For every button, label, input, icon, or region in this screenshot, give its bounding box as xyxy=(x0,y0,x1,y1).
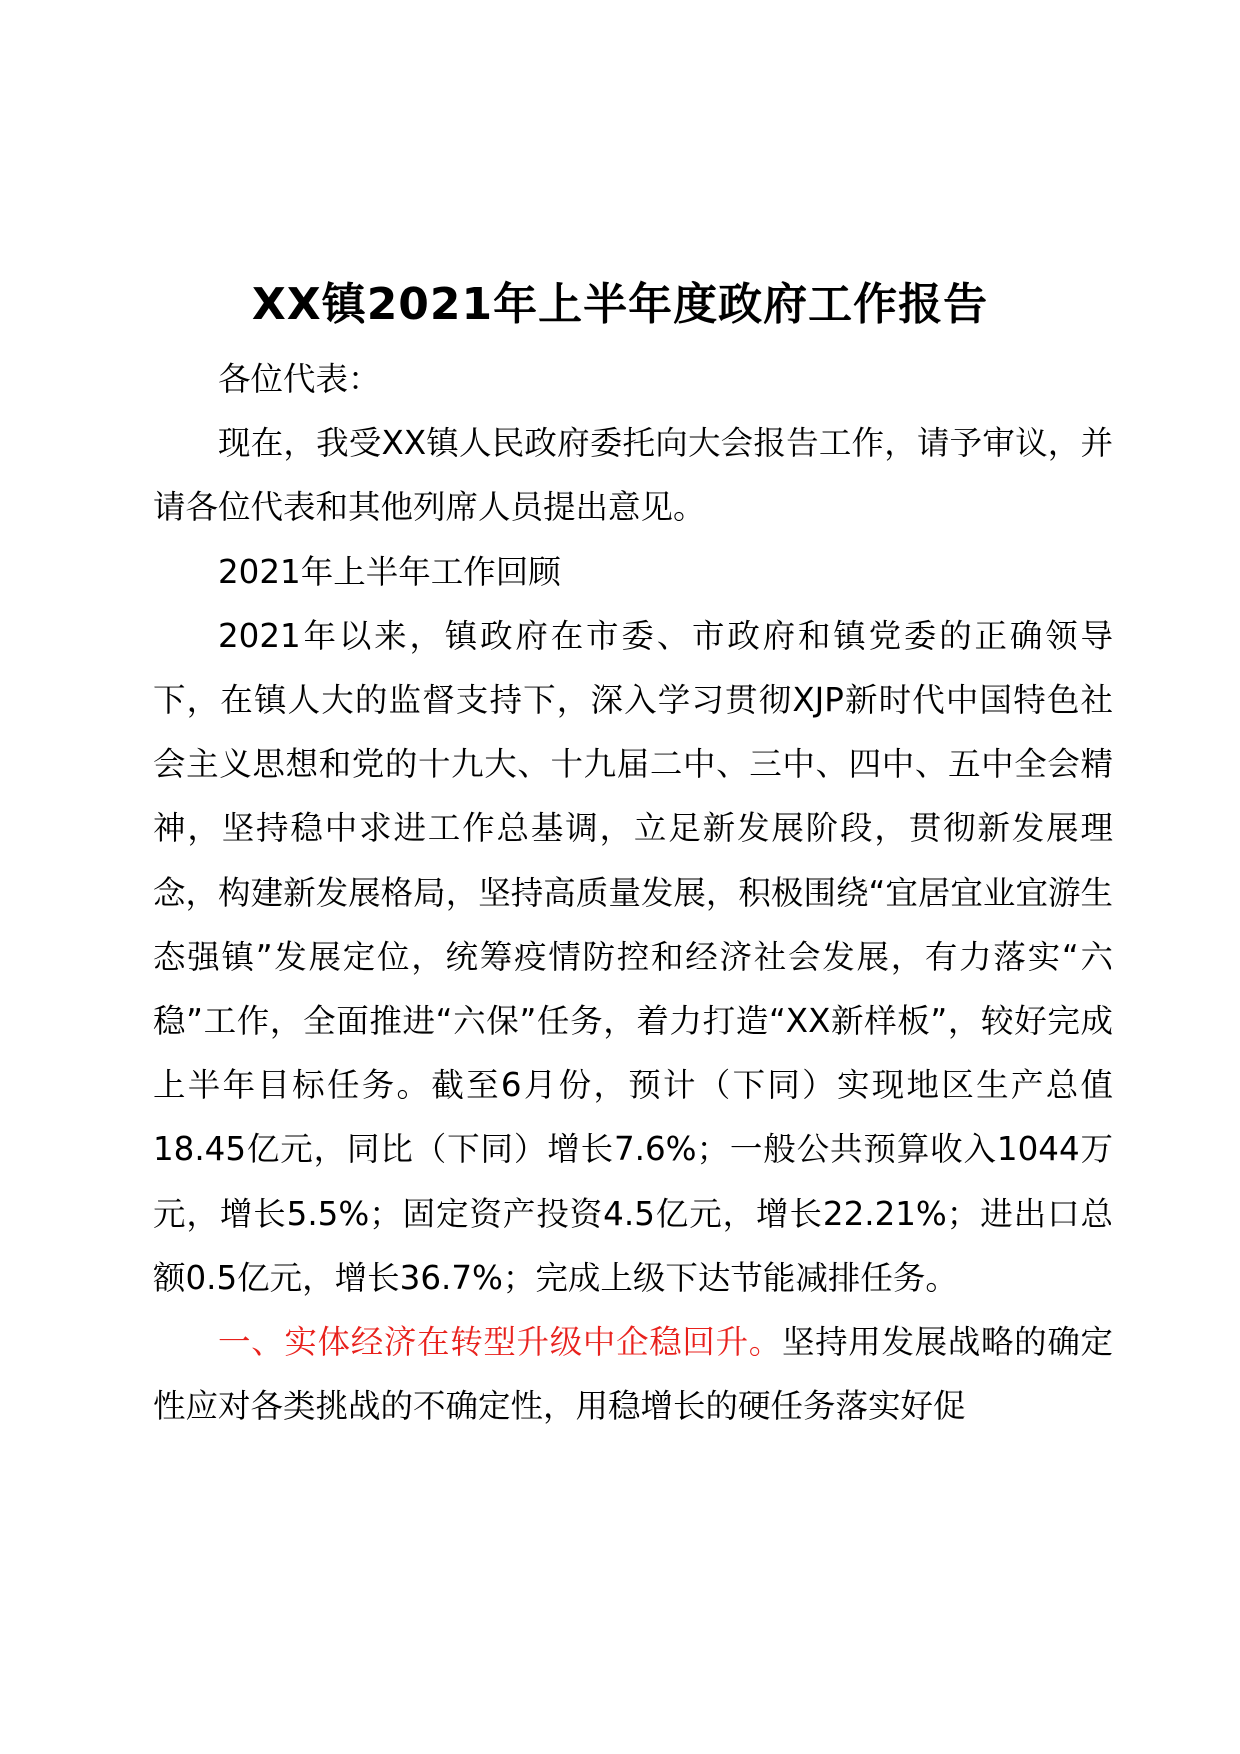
review-paragraph: 2021年以来，镇政府在市委、市政府和镇党委的正确领导下，在镇人大的监督支持下，深入学习贯彻XJP新时代中国特色社会主义思想和党的十九大、十九届二中、三中、四中、五中全会精神，坚持稳中求进工作总基调，立足新发展阶段，贯彻新发展理念，构建新发展格局，坚持高质量发展，积极围绕“宜居宜业宜游生态强镇”发展定位，统筹疫情防控和经济社会发展，有力落实“六稳”工作，全面推进“六保”任务，着力打造“XX新样板”，较好完成上半年目标任务。截至6月份，预计（下同）实现地区生产总值18.45亿元，同比（下同）增长7.6%；一般公共预算收入1044万元，增长5.5%；固定资产投资4.5亿元，增长22.21%；进出口总额0.5亿元，增长36.7%；完成上级下达节能减排任务。 xyxy=(153,616,1113,1297)
document-body xyxy=(153,347,1113,1438)
point-one-heading: 一、实体经济在转型升级中企稳回升。 xyxy=(218,1323,782,1362)
point-one-text: 坚持用发展战略的确定性应对各类挑战的不确定性，用稳增长的硬任务落实好促 xyxy=(153,1323,1113,1426)
section-heading: 2021年上半年工作回顾 xyxy=(218,552,561,591)
point-one-paragraph xyxy=(153,1310,1113,1438)
intro-paragraph: 现在，我受XX镇人民政府委托向大会报告工作，请予审议，并请各位代表和其他列席人员提出意见。 xyxy=(153,424,1113,527)
salutation: 各位代表： xyxy=(218,360,381,398)
document-title: XX镇2021年上半年度政府工作报告 xyxy=(251,279,989,331)
